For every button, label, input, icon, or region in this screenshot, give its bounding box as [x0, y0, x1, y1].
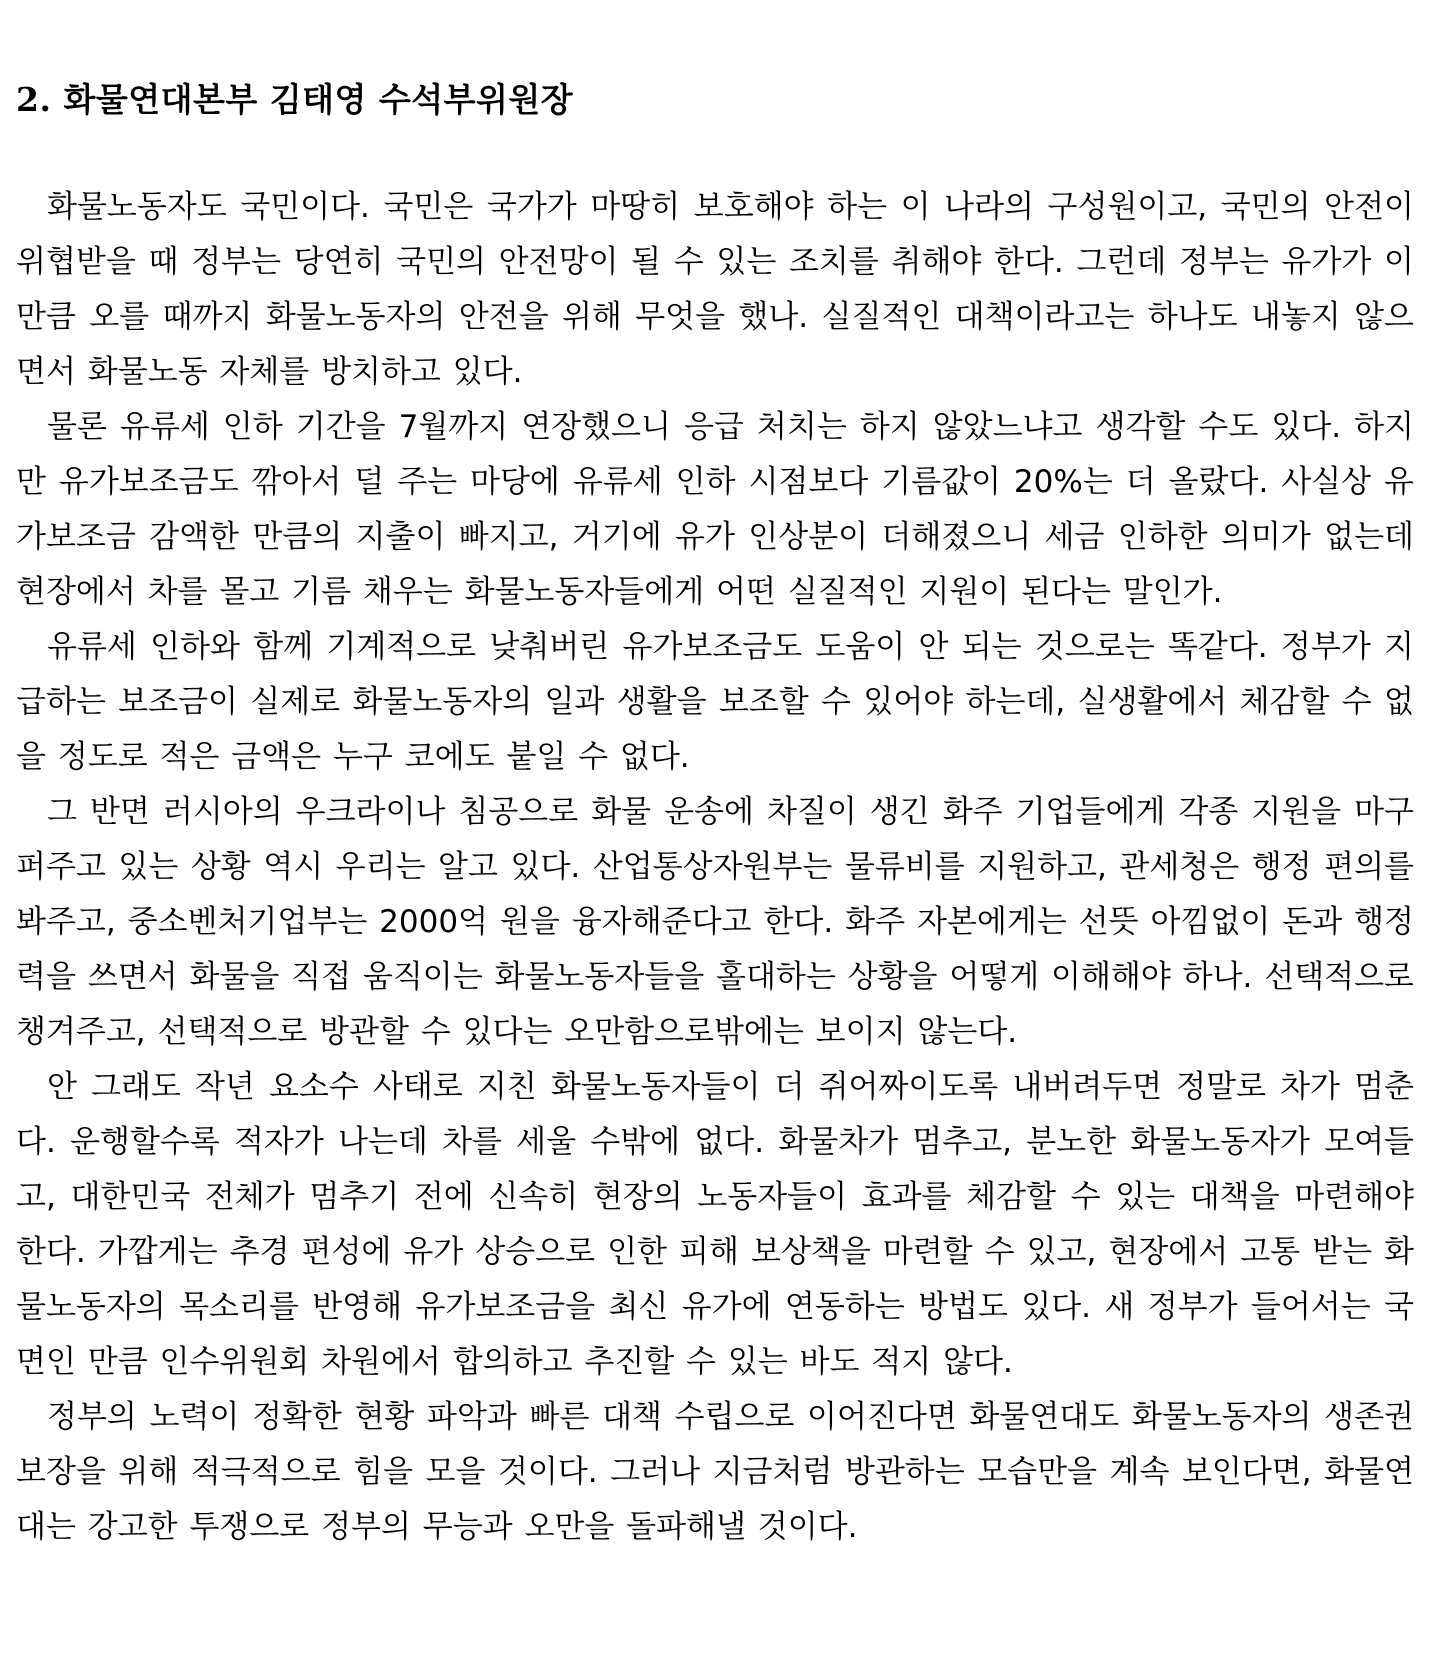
- paragraph: 화물노동자도 국민이다. 국민은 국가가 마땅히 보호해야 하는 이 나라의 구성원이고, 국민의 안전이 위협받을 때 정부는 당연히 국민의 안전망이 될 수 있는 조치를 취해야 한다. 그런데 정부는 유가가 이만큼 오를 때까지 화물노동자의 안전을 위해 무엇을 했나. 실질적인 대책이라고는 하나도 내놓지 않으면서 화물노동 자체를 방치하고 있다.: [16, 189, 1414, 390]
- paragraph: 정부의 노력이 정확한 현황 파악과 빠른 대책 수립으로 이어진다면 화물연대도 화물노동자의 생존권 보장을 위해 적극적으로 힘을 모을 것이다. 그러나 지금처럼 방관하는 모습만을 계속 보인다면, 화물연대는 강고한 투쟁으로 정부의 무능과 오만을 돌파해낼 것이다.: [16, 1399, 1414, 1545]
- body-text: [16, 180, 1414, 1555]
- paragraph: 물론 유류세 인하 기간을 7월까지 연장했으니 응급 처치는 하지 않았느냐고 생각할 수도 있다. 하지만 유가보조금도 깎아서 덜 주는 마당에 유류세 인하 시점보다 기름값이 20%는 더 올랐다. 사실상 유가보조금 감액한 만큼의 지출이 빠지고, 거기에 유가 인상분이 더해졌으니 세금 인하한 의미가 없는데 현장에서 차를 몰고 기름 채우는 화물노동자들에게 어떤 실질적인 지원이 된다는 말인가.: [16, 409, 1414, 610]
- paragraph: 안 그래도 작년 요소수 사태로 지친 화물노동자들이 더 쥐어짜이도록 내버려두면 정말로 차가 멈춘다. 운행할수록 적자가 나는데 차를 세울 수밖에 없다. 화물차가 멈추고, 분노한 화물노동자가 모여들고, 대한민국 전체가 멈추기 전에 신속히 현장의 노동자들이 효과를 체감할 수 있는 대책을 마련해야 한다. 가깝게는 추경 편성에 유가 상승으로 인한 피해 보상책을 마련할 수 있고, 현장에서 고통 받는 화물노동자의 목소리를 반영해 유가보조금을 최신 유가에 연동하는 방법도 있다. 새 정부가 들어서는 국면인 만큼 인수위원회 차원에서 합의하고 추진할 수 있는 바도 적지 않다.: [16, 1069, 1414, 1380]
- section-heading: 2. 화물연대본부 김태영 수석부위원장: [16, 80, 574, 119]
- paragraph: 유류세 인하와 함께 기계적으로 낮춰버린 유가보조금도 도움이 안 되는 것으로는 똑같다. 정부가 지급하는 보조금이 실제로 화물노동자의 일과 생활을 보조할 수 있어야 하는데, 실생활에서 체감할 수 없을 정도로 적은 금액은 누구 코에도 붙일 수 없다.: [16, 629, 1414, 775]
- document-page: [16, 76, 1414, 1555]
- paragraph: 그 반면 러시아의 우크라이나 침공으로 화물 운송에 차질이 생긴 화주 기업들에게 각종 지원을 마구 퍼주고 있는 상황 역시 우리는 알고 있다. 산업통상자원부는 물류비를 지원하고, 관세청은 행정 편의를 봐주고, 중소벤처기업부는 2000억 원을 융자해준다고 한다. 화주 자본에게는 선뜻 아낌없이 돈과 행정력을 쓰면서 화물을 직접 움직이는 화물노동자들을 홀대하는 상황을 어떻게 이해해야 하나. 선택적으로 챙겨주고, 선택적으로 방관할 수 있다는 오만함으로밖에는 보이지 않는다.: [16, 794, 1414, 1050]
